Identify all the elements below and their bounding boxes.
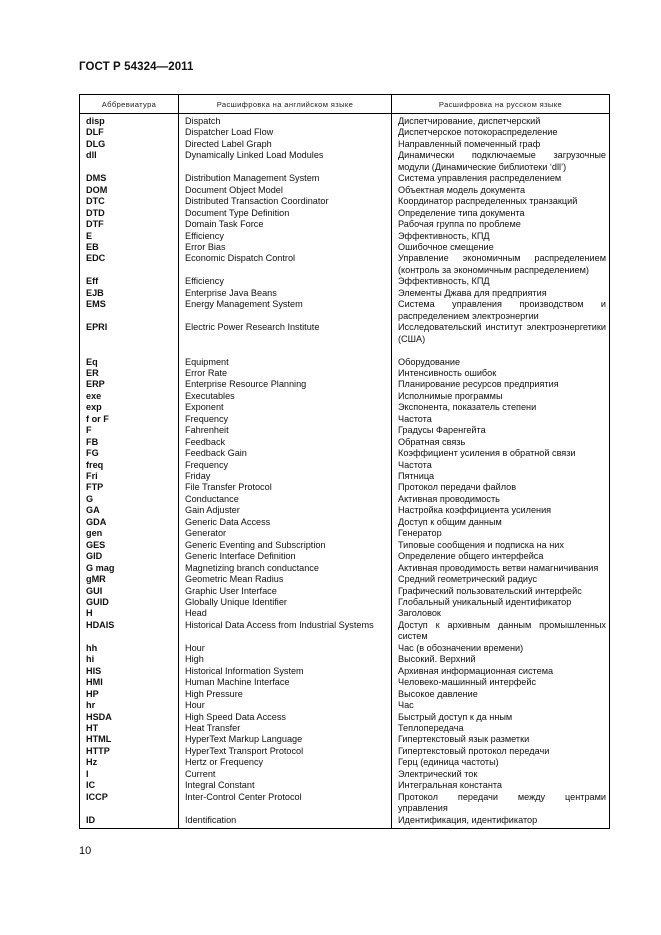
abbreviation-cell: ERP: [86, 379, 105, 390]
table-row: [80, 586, 609, 597]
table-row: [80, 379, 609, 390]
abbreviation-cell: exp: [86, 402, 102, 413]
abbreviation-cell: HTTP: [86, 745, 110, 756]
table-row: [80, 185, 609, 196]
abbreviation-cell: DTC: [86, 196, 105, 207]
abbreviation-cell: F: [86, 425, 92, 436]
russian-cell: Диспетчирование, диспетчерский: [398, 116, 541, 126]
russian-cell: Определение типа документа: [398, 207, 525, 218]
english-cell: Document Type Definition: [185, 207, 290, 218]
table-row: [80, 700, 609, 711]
russian-cell: Типовые сообщения и подписка на них: [398, 539, 564, 550]
table-row: [80, 712, 609, 723]
russian-cell: Система управления производством и распределением электроэнергии: [398, 299, 606, 321]
abbreviation-cell: freq: [86, 459, 104, 470]
abbreviation-cell: DMS: [86, 173, 107, 184]
russian-cell: Генератор: [398, 528, 442, 539]
russian-cell: Высокий. Верхний: [398, 654, 476, 665]
english-cell: File Transfer Protocol: [185, 482, 272, 493]
english-cell: Current: [185, 768, 216, 779]
table-row: [80, 677, 609, 688]
english-cell: Identification: [185, 814, 237, 825]
table-row: [80, 780, 609, 791]
table-row: [80, 608, 609, 619]
russian-cell: Система управления распределением: [398, 173, 562, 184]
russian-cell: Исполнимые программы: [398, 390, 503, 401]
russian-cell: Быстрый доступ к да нным: [398, 711, 513, 722]
abbreviation-cell: gen: [86, 528, 103, 539]
russian-cell: Графический пользовательский интерфейс: [398, 585, 582, 596]
table-row: [80, 460, 609, 471]
table-row: [80, 471, 609, 482]
abbreviation-cell: HSDA: [86, 711, 112, 722]
column-header-abbreviation: Аббревиатура: [80, 95, 179, 113]
english-cell: Heat Transfer: [185, 723, 241, 733]
abbreviation-cell: EDC: [86, 253, 106, 264]
russian-cell: Экспонента, показатель степени: [398, 402, 537, 413]
abbreviation-cell: f or F: [86, 413, 109, 424]
abbreviation-cell: HDAIS: [86, 619, 115, 630]
russian-cell: Эффективность, КПД: [398, 276, 490, 287]
english-cell: High Pressure: [185, 688, 243, 699]
russian-cell: Частота: [398, 459, 432, 470]
russian-cell: Направленный помеченный граф: [398, 138, 541, 149]
table-row: [80, 540, 609, 551]
english-cell: Economic Dispatch Control: [185, 253, 296, 264]
table-row: [80, 563, 609, 574]
russian-cell: Градусы Фаренгейта: [398, 425, 486, 436]
table-row: [80, 746, 609, 757]
table-header-row: [80, 95, 609, 114]
english-cell: Generator: [185, 528, 227, 539]
english-cell: Graphic User Interface: [185, 585, 277, 596]
abbreviation-cell: H: [86, 608, 93, 619]
abbreviation-cell: DTF: [86, 219, 104, 230]
abbreviation-cell: GES: [86, 539, 106, 550]
abbreviation-cell: FB: [86, 436, 99, 447]
abbreviation-cell: I: [86, 768, 89, 779]
table-row: [80, 654, 609, 665]
table-row: [80, 425, 609, 436]
russian-cell: Доступ к архивным данным промышленных систем: [398, 619, 606, 642]
russian-cell: Интегральная константа: [398, 780, 503, 791]
table-row: [80, 723, 609, 734]
table-row: [80, 150, 609, 173]
abbreviation-cell: GUID: [86, 597, 109, 608]
english-cell: Frequency: [185, 413, 229, 424]
table-row: [80, 368, 609, 379]
english-cell: Historical Information System: [185, 665, 304, 676]
table-row: [80, 666, 609, 677]
english-cell: Exponent: [185, 402, 224, 413]
english-cell: Generic Data Access: [185, 516, 271, 527]
table-row: [80, 482, 609, 493]
table-row: [80, 219, 609, 230]
table-row: [80, 517, 609, 528]
russian-cell: Коэффициент усиления в обратной связи: [398, 448, 576, 459]
table-row: [80, 357, 609, 368]
table-row: [80, 689, 609, 700]
english-cell: Feedback: [185, 436, 226, 447]
abbreviation-cell: exe: [86, 390, 102, 401]
table-row: [80, 437, 609, 448]
russian-cell: Активная проводимость ветви намагничивания: [398, 562, 599, 573]
russian-cell: Человеко-машинный интерфейс: [398, 677, 537, 688]
english-cell: Geometric Mean Radius: [185, 574, 284, 585]
abbreviation-cell: hh: [86, 642, 98, 653]
table-row: [80, 322, 609, 345]
russian-cell: Электрический ток: [398, 768, 478, 779]
abbreviation-cell: HMI: [86, 677, 103, 688]
russian-cell: Диспетчерское потокораспределение: [398, 127, 558, 138]
table-row: [80, 402, 609, 413]
english-cell: Executables: [185, 390, 235, 401]
table-row: [80, 116, 609, 127]
abbreviation-cell: ICCP: [86, 791, 108, 802]
table-row: [80, 231, 609, 242]
table-row: [80, 299, 609, 322]
abbreviation-cell: E: [86, 230, 93, 241]
english-cell: Error Bias: [185, 241, 226, 252]
table-row: [80, 734, 609, 745]
column-header-russian: Расшифровка на русском языке: [438, 99, 563, 109]
english-cell: Electric Power Research Institute: [185, 322, 320, 333]
table-row: [80, 242, 609, 253]
abbreviation-cell: Eff: [86, 276, 99, 287]
english-cell: Dispatch: [185, 116, 221, 126]
russian-cell: Теплопередача: [398, 723, 464, 733]
english-cell: Directed Label Graph: [185, 138, 272, 149]
abbreviation-cell: EB: [86, 241, 99, 252]
english-cell: Fahrenheit: [185, 425, 229, 436]
english-cell: Enterprise Java Beans: [185, 287, 277, 298]
table-row: [80, 173, 609, 184]
abbreviation-cell: GID: [86, 551, 103, 562]
table-row: [80, 620, 609, 643]
abbreviation-cell: FTP: [86, 482, 104, 493]
russian-cell: Заголовок: [398, 608, 441, 619]
english-cell: Magnetizing branch conductance: [185, 562, 319, 573]
table-body: [80, 114, 609, 828]
table-row: [80, 288, 609, 299]
abbreviation-cell: EMS: [86, 299, 106, 310]
table-row: [80, 551, 609, 562]
english-cell: Generic Interface Definition: [185, 551, 296, 562]
english-cell: High Speed Data Access: [185, 711, 286, 722]
russian-cell: Планирование ресурсов предприятия: [398, 379, 559, 390]
english-cell: Distribution Management System: [185, 173, 320, 184]
english-cell: Document Object Model: [185, 184, 283, 195]
abbreviation-cell: GA: [86, 505, 100, 516]
english-cell: Dispatcher Load Flow: [185, 127, 274, 138]
russian-cell: Активная проводимость: [398, 493, 500, 504]
english-cell: Gain Adjuster: [185, 505, 240, 516]
english-cell: Domain Task Force: [185, 219, 264, 230]
english-cell: Frequency: [185, 459, 229, 470]
document-title: ГОСТ Р 54324—2011: [79, 61, 194, 73]
english-cell: Distributed Transaction Coordinator: [185, 196, 329, 207]
table-row: [80, 276, 609, 287]
page-number: 10: [79, 845, 92, 857]
english-cell: High: [185, 654, 204, 665]
english-cell: Feedback Gain: [185, 448, 247, 459]
abbreviation-cell: Fri: [86, 471, 98, 482]
table-row: [80, 597, 609, 608]
abbreviation-cell: IC: [86, 780, 96, 791]
russian-cell: Эффективность, КПД: [398, 230, 490, 241]
english-cell: Conductance: [185, 493, 239, 504]
abbreviation-cell: EPRI: [86, 322, 108, 333]
abbreviation-cell: DLG: [86, 138, 106, 149]
abbreviation-cell: G: [86, 493, 94, 504]
abbreviation-cell: gMR: [86, 574, 106, 585]
table-row: [80, 769, 609, 780]
abbreviation-cell: HTML: [86, 734, 112, 745]
english-cell: Head: [185, 608, 207, 619]
abbreviation-cell: hi: [86, 654, 95, 665]
english-cell: Human Machine Interface: [185, 677, 290, 688]
english-cell: Enterprise Resource Planning: [185, 379, 307, 390]
table-row: [80, 757, 609, 768]
russian-cell: Протокол передачи между центрами управления: [398, 791, 606, 814]
russian-cell: Гипертекстовый язык разметки: [398, 734, 530, 745]
table-row: [80, 643, 609, 654]
english-cell: Efficiency: [185, 276, 224, 287]
russian-cell: Объектная модель документа: [398, 184, 526, 195]
english-cell: Energy Management System: [185, 299, 303, 310]
table-row: [80, 139, 609, 150]
russian-cell: Оборудование: [398, 356, 461, 367]
english-cell: HyperText Markup Language: [185, 734, 303, 745]
english-cell: Friday: [185, 471, 211, 482]
russian-cell: Обратная связь: [398, 436, 466, 447]
table-row: [80, 196, 609, 207]
table-row: [80, 792, 609, 815]
russian-cell: Час (в обозначении времени): [398, 642, 524, 653]
english-cell: Efficiency: [185, 230, 224, 241]
table-row: [80, 253, 609, 276]
abbreviation-cell: hr: [86, 700, 96, 711]
abbreviation-cell: ID: [86, 814, 96, 825]
abbreviation-cell: HT: [86, 723, 99, 733]
russian-cell: Элементы Джава для предприятия: [398, 287, 547, 298]
english-cell: Equipment: [185, 356, 229, 367]
abbreviation-cell: dll: [86, 150, 97, 161]
abbreviation-cell: ER: [86, 367, 99, 378]
english-cell: HyperText Transport Protocol: [185, 745, 304, 756]
russian-cell: Доступ к общим данным: [398, 516, 502, 527]
russian-cell: Средний геометрический радиус: [398, 574, 538, 585]
table-row: [80, 127, 609, 138]
russian-cell: Рабочая группа по проблеме: [398, 219, 521, 230]
russian-cell: Герц (единица частоты): [398, 757, 499, 768]
abbreviation-cell: Hz: [86, 757, 98, 768]
table-row: [80, 528, 609, 539]
english-cell: Hertz or Frequency: [185, 757, 264, 768]
english-cell: Dynamically Linked Load Modules: [185, 150, 324, 161]
table-row: [80, 815, 609, 826]
russian-cell: Архивная информационная система: [398, 665, 554, 676]
abbreviations-table: [79, 94, 610, 829]
russian-cell: Динамически подключаемые загрузочные модули (Динамические библиотеки ‘dll’): [398, 150, 606, 172]
russian-cell: Интенсивность ошибок: [398, 367, 497, 378]
russian-cell: Час: [398, 700, 414, 711]
english-cell: Historical Data Access from Industrial Systems: [185, 619, 374, 630]
abbreviation-cell: DLF: [86, 127, 104, 138]
russian-cell: Ошибочное смещение: [398, 241, 494, 252]
russian-cell: Частота: [398, 413, 432, 424]
abbreviation-cell: GDA: [86, 516, 107, 527]
english-cell: Hour: [185, 700, 205, 711]
table-row: [80, 391, 609, 402]
abbreviation-cell: Eq: [86, 356, 98, 367]
abbreviation-cell: G mag: [86, 562, 115, 573]
russian-cell: Протокол передачи файлов: [398, 482, 517, 493]
english-cell: Integral Constant: [185, 780, 255, 791]
table-row: [80, 414, 609, 425]
table-row: [80, 574, 609, 585]
russian-cell: Исследовательский институт электроэнергетики (США): [398, 322, 606, 344]
russian-cell: Определение общего интерфейса: [398, 551, 544, 562]
english-cell: Inter-Control Center Protocol: [185, 791, 302, 802]
abbreviation-cell: HP: [86, 688, 99, 699]
table-row: [80, 448, 609, 459]
russian-cell: Идентификация, идентификатор: [398, 814, 538, 825]
table-row: [80, 208, 609, 219]
english-cell: Error Rate: [185, 367, 228, 378]
russian-cell: Координатор распределенных транзакций: [398, 196, 578, 207]
abbreviation-cell: FG: [86, 448, 99, 459]
russian-cell: Управление экономичным распределением (контроль за экономичным распределением): [398, 253, 606, 275]
abbreviation-cell: disp: [86, 116, 105, 126]
russian-cell: Высокое давление: [398, 688, 478, 699]
table-row: [80, 505, 609, 516]
abbreviation-cell: DTD: [86, 207, 105, 218]
table-row: [80, 494, 609, 505]
abbreviation-cell: HIS: [86, 665, 102, 676]
english-cell: Hour: [185, 642, 205, 653]
abbreviation-cell: DOM: [86, 184, 108, 195]
column-header-english: Расшифровка на английском языке: [179, 95, 392, 113]
english-cell: Globally Unique Identifier: [185, 597, 287, 608]
abbreviation-cell: EJB: [86, 287, 104, 298]
russian-cell: Глобальный уникальный идентификатор: [398, 597, 572, 608]
russian-cell: Настройка коэффициента усиления: [398, 505, 552, 516]
russian-cell: Гипертекстовый протокол передачи: [398, 745, 550, 756]
english-cell: Generic Eventing and Subscription: [185, 539, 326, 550]
abbreviation-cell: GUI: [86, 585, 103, 596]
russian-cell: Пятница: [398, 471, 435, 482]
